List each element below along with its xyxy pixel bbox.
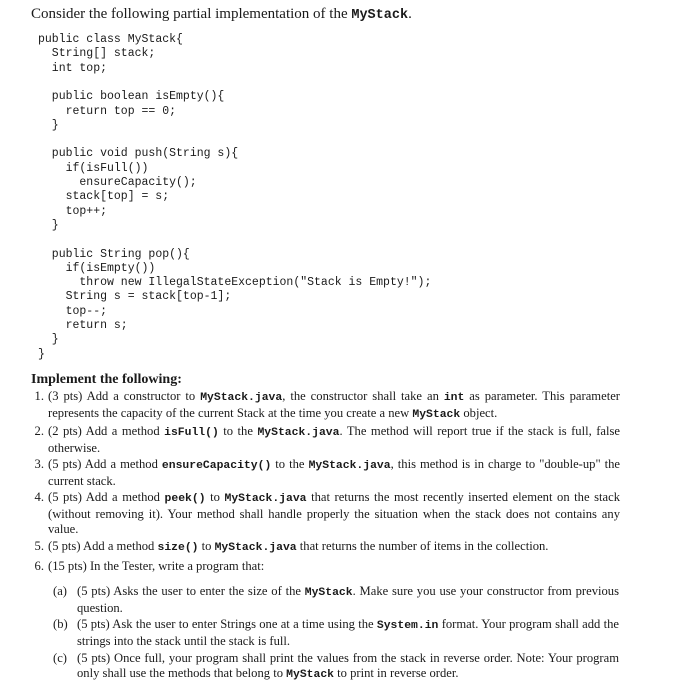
text-run: . Make sure you use your constructor from previous question. — [77, 584, 619, 616]
text-run: that returns the number of items in the collection. — [296, 539, 549, 553]
code-line: } — [51, 333, 59, 347]
task-text — [48, 457, 620, 489]
code-line: throw new IllegalStateException("Stack is Empty!"); — [79, 276, 432, 290]
code-line: return s; — [65, 319, 128, 332]
code-line: top--; — [65, 304, 108, 318]
code-line: } — [38, 347, 45, 361]
text-run: , this method is in charge to "double-up" the current stack. — [48, 457, 621, 489]
text-run: (15 pts) In the Tester, write a program that: — [48, 559, 265, 573]
inline-code: MyStack.java — [214, 542, 297, 554]
intro-sentence — [31, 5, 412, 25]
intro-suffix: . — [408, 6, 412, 22]
text-run: (5 pts) Add a method — [48, 539, 158, 553]
text-run: (3 pts) Add a constructor to — [48, 389, 201, 403]
code-line: if(isFull()) — [65, 161, 149, 175]
task-number: 3. — [34, 457, 44, 471]
text-run: (5 pts) Once full, your program shall print the values from the stack in reverse order. Note: Your program only shall use the methods that belong to — [77, 651, 619, 681]
task-number: 6. — [34, 559, 44, 573]
intro-prefix: Consider the following partial implementation of the — [31, 6, 352, 22]
text-run: format. Your program shall add the strings into the stack until the stack is full. — [77, 617, 619, 649]
text-run: (5 pts) Asks the user to enter the size of the — [77, 584, 305, 598]
inline-code: size() — [157, 542, 199, 554]
text-run: (5 pts) Add a method — [48, 490, 165, 504]
code-line: String s = stack[top-1]; — [65, 290, 232, 304]
code-line: } — [51, 118, 59, 132]
task-number: 2. — [34, 424, 44, 438]
task-text — [48, 389, 620, 423]
code-line: } — [51, 218, 59, 232]
text-run: object. — [460, 406, 498, 421]
text-run: to — [198, 539, 215, 553]
inline-code: int — [443, 392, 465, 404]
inline-code: MyStack — [304, 587, 353, 599]
inline-code: peek() — [164, 493, 206, 505]
code-line: public boolean isEmpty(){ — [51, 90, 225, 104]
code-line: stack[top] = s; — [65, 190, 170, 204]
code-line: return top == 0; — [65, 104, 177, 118]
code-line: int top; — [51, 61, 108, 75]
task-text — [48, 490, 620, 538]
inline-code: isFull() — [164, 427, 219, 439]
task-text — [48, 424, 620, 456]
code-line: public void push(String s){ — [51, 147, 239, 161]
text-run: to the — [218, 424, 258, 438]
inline-code: MyStack — [412, 409, 461, 422]
subtask-text — [77, 584, 619, 616]
code-line: top++; — [65, 204, 108, 218]
inline-code: ensureCapacity() — [161, 460, 272, 472]
text-run: as parameter. This parameter represents the capacity of the current Stack at the time you create a new — [48, 389, 620, 421]
subtask-label: (c) — [53, 651, 67, 665]
subtask-label: (a) — [53, 584, 67, 598]
inline-code: MyStack.java — [257, 427, 340, 439]
text-run: that returns the most recently inserted element on the stack (without removing it). Your method shall handle properly the situation when the stack does not contains any value. — [48, 490, 620, 537]
code-line: ensureCapacity(); — [79, 176, 197, 189]
text-run: , the constructor shall take an — [282, 389, 444, 403]
intro-class-name: MyStack — [351, 8, 409, 23]
code-line: public class MyStack{ — [38, 33, 183, 46]
inline-code: System.in — [376, 620, 439, 632]
text-run: to the — [271, 457, 309, 471]
task-number: 4. — [34, 490, 44, 504]
text-run: (5 pts) Add a method — [48, 457, 162, 471]
task-number: 1. — [34, 389, 44, 403]
code-line: if(isEmpty()) — [65, 261, 156, 275]
task-number: 5. — [34, 539, 44, 553]
section-heading: Implement the following: — [31, 372, 182, 387]
text-run: . The method will report true if the stack is full, false otherwise. — [48, 424, 620, 456]
task-text — [48, 539, 620, 556]
code-block — [38, 33, 458, 363]
inline-code: MyStack — [286, 669, 335, 682]
text-run: to print in reverse order. — [334, 666, 459, 681]
inline-code: MyStack.java — [200, 392, 283, 404]
subtask-text — [77, 651, 619, 683]
text-run: to — [205, 490, 225, 504]
code-line: String[] stack; — [51, 47, 156, 61]
task-text — [48, 559, 620, 574]
subtask-label: (b) — [53, 617, 68, 631]
subtask-text — [77, 617, 619, 649]
inline-code: MyStack.java — [224, 493, 307, 505]
inline-code: MyStack.java — [308, 460, 391, 472]
code-line: public String pop(){ — [51, 247, 190, 261]
text-run: (5 pts) Ask the user to enter Strings one at a time using the — [77, 617, 377, 631]
text-run: (2 pts) Add a method — [48, 424, 165, 438]
